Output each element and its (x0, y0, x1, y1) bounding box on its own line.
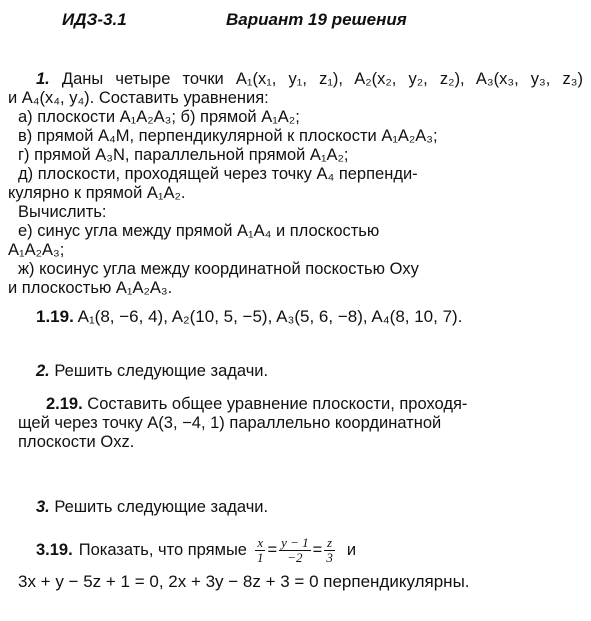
fraction-x (255, 536, 266, 565)
task1-line-text: Даны четыре точки A₁(x₁, y₁, z₁), A₂(x₂, y₂, z₂), A₃(x₃, y₃, z₃) (61, 70, 583, 88)
task3-tail: перпендикулярны. (323, 572, 470, 591)
fraction-z (324, 536, 335, 565)
task2-heading (36, 362, 268, 381)
task2-line-2: щей через точку A(3, −4, 1) параллельно координатной (18, 414, 442, 432)
task1-line-10: A₁A₂A₃; (8, 241, 65, 259)
fraction-y-numerator: y − 1 (281, 534, 309, 550)
equals-sign: = (267, 540, 278, 559)
task1-block (8, 70, 583, 298)
equals-sign: = (312, 540, 323, 559)
task1-line-7: кулярно к прямой A₁A₂. (8, 184, 186, 202)
task3-line-1 (36, 530, 356, 570)
task2-number: 2. (36, 362, 50, 380)
fraction-x-denominator: 1 (256, 549, 264, 565)
task3-number: 3. (36, 498, 50, 516)
task1-line-12: и плоскостью A₁A₂A₃. (8, 279, 173, 297)
task1-line-4: в) прямой A₄M, перпендикулярной к плоскости A₁A₂A₃; (18, 127, 438, 145)
fraction-y (279, 536, 311, 565)
task1-line-8: Вычислить: (18, 203, 107, 221)
task1-variant-data: A₁(8, −6, 4), A₂(10, 5, −5), A₃(5, 6, −8), A₄(8, 10, 7). (77, 307, 463, 326)
task3-lead: Показать, что прямые (78, 540, 247, 559)
task3-line-2 (18, 572, 470, 591)
task2-line-3: плоскости Oxz. (18, 433, 135, 451)
fraction-z-denominator: 3 (326, 549, 333, 565)
task1-line-9: е) синус угла между прямой A₁A₄ и плоскостью (18, 222, 380, 240)
task3-planes: 3x + y − 5z + 1 = 0, 2x + 3y − 8z + 3 = 0 (18, 572, 319, 591)
task3-heading (36, 498, 268, 517)
task2-variant-number: 2.19. (46, 395, 83, 413)
fraction-x-numerator: x (255, 536, 266, 551)
task1-line-3: а) плоскости A₁A₂A₃; б) прямой A₁A₂; (18, 108, 300, 126)
header-variant: Вариант 19 решения (226, 10, 407, 29)
task1-variant-row (36, 307, 462, 326)
task3-title: Решить следующие задачи. (54, 498, 269, 516)
task1-variant-number: 1.19. (36, 307, 74, 326)
fraction-y-denominator: −2 (287, 549, 303, 565)
header-title: ИДЗ-3.1 (62, 10, 127, 29)
task1-line-5: г) прямой A₃N, параллельной прямой A₁A₂; (18, 146, 349, 164)
task1-line-6: д) плоскости, проходящей через точку A₄ перпенди- (18, 165, 418, 183)
task2-line-text: Составить общее уравнение плоскости, проходя- (87, 395, 468, 413)
task2-block (18, 395, 528, 452)
task2-line-1 (18, 395, 528, 414)
task1-line-11: ж) косинус угла между координатной поскостью Oxy (18, 260, 419, 278)
task1-line-1 (8, 70, 583, 89)
task1-number: 1. (36, 70, 50, 88)
fraction-z-numerator: z (324, 536, 335, 551)
task1-line-2: и A₄(x₄, y₄). Составить уравнения: (8, 89, 269, 107)
task3-variant-number: 3.19. (36, 540, 73, 559)
task2-title: Решить следующие задачи. (54, 362, 269, 380)
task3-conj: и (346, 540, 357, 559)
